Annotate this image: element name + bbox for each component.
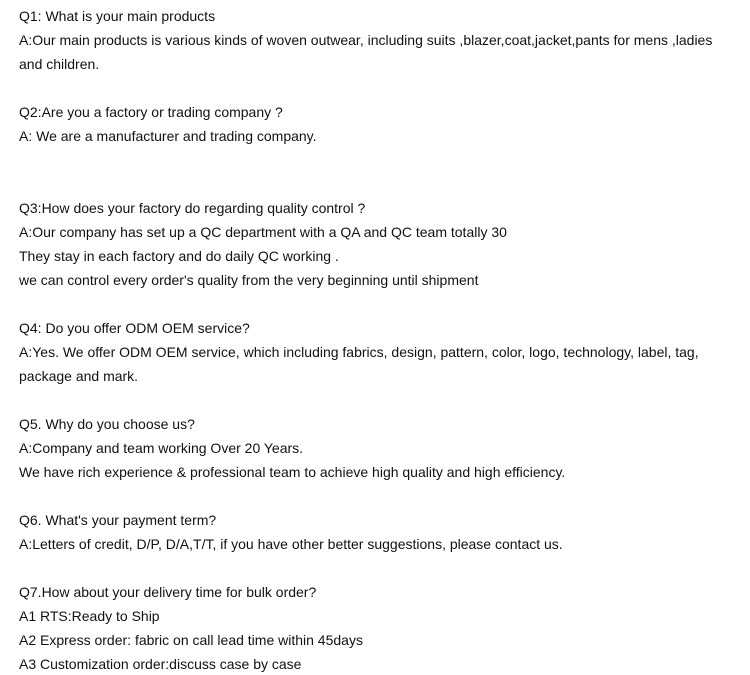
faq-answer-line: A:Letters of credit, D/P, D/A,T/T, if you have other better suggestions, please contact us. [19,536,563,552]
faq-answer-line: A3 Customization order:discuss case by case [19,656,302,672]
faq-answer-line: and children. [19,56,100,72]
faq-question: Q6. What's your payment term? [19,512,217,528]
faq-question: Q5. Why do you choose us? [19,416,195,432]
faq-answer-line: package and mark. [19,368,139,384]
faq-answer-line: we can control every order's quality from the very beginning until shipment [19,272,479,288]
faq-question: Q1: What is your main products [19,8,216,24]
faq-answer-line: We have rich experience & professional team to achieve high quality and high efficiency. [19,464,566,480]
faq-answer-line: A:Our main products is various kinds of woven outwear, including suits ,blazer,coat,jacket,pants for mens ,ladies [19,32,713,48]
faq-question: Q4: Do you offer ODM OEM service? [19,320,250,336]
faq-answer-line: A:Company and team working Over 20 Years. [19,440,304,456]
faq-question: Q3:How does your factory do regarding quality control ? [19,200,366,216]
faq-answer-line: A:Our company has set up a QC department with a QA and QC team totally 30 [19,224,507,240]
faq-answer-line: A2 Express order: fabric on call lead time within 45days [19,632,363,648]
faq-answer-line: A: We are a manufacturer and trading company. [19,128,317,144]
faq-answer-line: They stay in each factory and do daily QC working . [19,248,339,264]
faq-answer-line: A:Yes. We offer ODM OEM service, which including fabrics, design, pattern, color, logo, technology, label, tag, [19,344,699,360]
faq-answer-line: A1 RTS:Ready to Ship [19,608,160,624]
faq-question: Q7.How about your delivery time for bulk order? [19,584,317,600]
faq-question: Q2:Are you a factory or trading company ? [19,104,283,120]
